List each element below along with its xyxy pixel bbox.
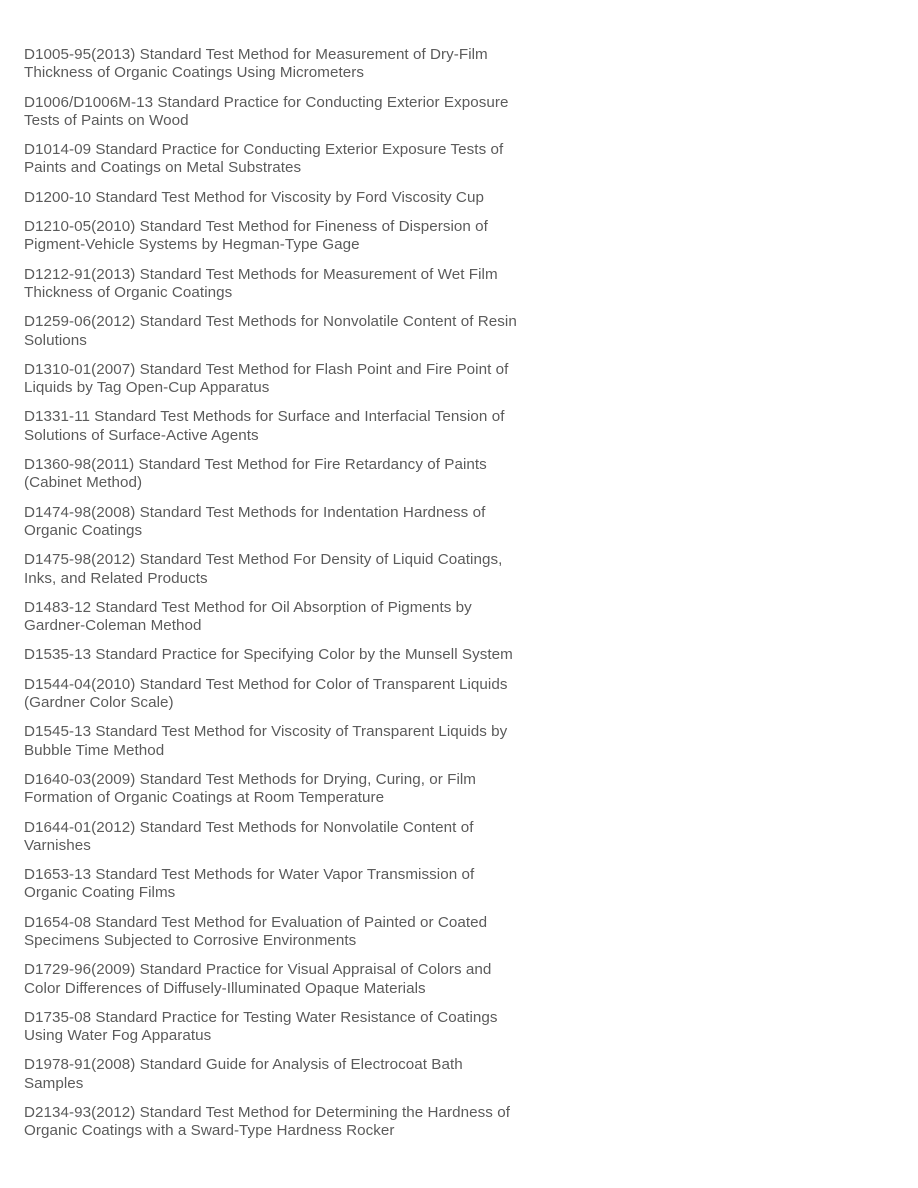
list-item [24,1104,564,1141]
standard-line: Specimens Subjected to Corrosive Environments [24,931,357,949]
standard-line: Samples [24,1074,84,1092]
document-page [24,46,564,1152]
list-item [24,599,564,636]
list-item [24,551,564,588]
list-item [24,218,564,255]
standard-line: D1006/D1006M-13 Standard Practice for Conducting Exterior Exposure [24,93,509,111]
standard-line: D1005-95(2013) Standard Test Method for Measurement of Dry-Film [24,46,488,63]
list-item [24,456,564,493]
standard-line: D1735-08 Standard Practice for Testing Water Resistance of Coatings [24,1008,498,1026]
standard-line: Formation of Organic Coatings at Room Temperature [24,789,385,807]
standard-line: D1653-13 Standard Test Methods for Water Vapor Transmission of [24,866,475,884]
standard-line: D1360-98(2011) Standard Test Method for Fire Retardancy of Paints [24,456,487,474]
standard-line: Thickness of Organic Coatings [24,283,233,301]
list-item [24,361,564,398]
standard-line: Pigment-Vehicle Systems by Hegman-Type Gage [24,236,360,254]
standard-line: D1475-98(2012) Standard Test Method For Density of Liquid Coatings, [24,551,503,569]
list-item [24,866,564,903]
list-item [24,646,564,664]
standard-line: D1654-08 Standard Test Method for Evaluation of Painted or Coated [24,913,488,931]
list-item [24,313,564,350]
list-item [24,189,564,207]
standard-line: Liquids by Tag Open-Cup Apparatus [24,379,270,397]
standard-line: Paints and Coatings on Metal Substrates [24,159,302,177]
list-item [24,723,564,760]
standard-line: Tests of Paints on Wood [24,111,189,129]
list-item [24,819,564,856]
list-item [24,914,564,951]
standard-line: Varnishes [24,836,91,854]
standard-line: D1259-06(2012) Standard Test Methods for Nonvolatile Content of Resin [24,313,517,331]
list-item [24,46,564,83]
standard-line: Organic Coatings with a Sward-Type Hardness Rocker [24,1122,395,1140]
list-item [24,504,564,541]
standard-line: D1729-96(2009) Standard Practice for Visual Appraisal of Colors and [24,961,492,979]
standards-list [24,46,564,1141]
standard-line: Gardner-Coleman Method [24,617,202,635]
standard-line: Using Water Fog Apparatus [24,1027,212,1045]
standard-line: D1200-10 Standard Test Method for Viscosity by Ford Viscosity Cup [24,188,484,206]
standard-line: Bubble Time Method [24,741,165,759]
list-item [24,676,564,713]
standard-line: (Gardner Color Scale) [24,694,174,712]
standard-line: D1331-11 Standard Test Methods for Surface and Interfacial Tension of [24,408,505,426]
standard-line: D1545-13 Standard Test Method for Viscosity of Transparent Liquids by [24,723,508,741]
list-item [24,94,564,131]
standard-line: D2134-93(2012) Standard Test Method for Determining the Hardness of [24,1104,510,1122]
list-item [24,266,564,303]
standard-line: (Cabinet Method) [24,474,143,492]
standard-line: D1483-12 Standard Test Method for Oil Absorption of Pigments by [24,598,472,616]
standard-line: D1978-91(2008) Standard Guide for Analysis of Electrocoat Bath [24,1056,463,1074]
standard-line: Organic Coating Films [24,884,176,902]
standard-line: D1212-91(2013) Standard Test Methods for Measurement of Wet Film [24,265,498,283]
standard-line: D1640-03(2009) Standard Test Methods for Drying, Curing, or Film [24,770,477,788]
standard-line: Solutions [24,331,87,349]
standard-line: Color Differences of Diffusely-Illuminated Opaque Materials [24,979,426,997]
standard-line: Solutions of Surface-Active Agents [24,426,259,444]
standard-line: D1544-04(2010) Standard Test Method for Color of Transparent Liquids [24,675,508,693]
standard-line: D1474-98(2008) Standard Test Methods for Indentation Hardness of [24,503,486,521]
standard-line: Organic Coatings [24,521,143,539]
standard-line: D1644-01(2012) Standard Test Methods for Nonvolatile Content of [24,818,474,836]
list-item [24,408,564,445]
list-item [24,141,564,178]
list-item [24,1009,564,1046]
standard-line: D1210-05(2010) Standard Test Method for Fineness of Dispersion of [24,218,488,236]
list-item [24,1056,564,1093]
standard-line: Thickness of Organic Coatings Using Micrometers [24,64,364,82]
standard-line: D1535-13 Standard Practice for Specifying Color by the Munsell System [24,646,513,664]
standard-line: D1310-01(2007) Standard Test Method for Flash Point and Fire Point of [24,360,509,378]
standard-line: D1014-09 Standard Practice for Conducting Exterior Exposure Tests of [24,141,504,159]
standard-line: Inks, and Related Products [24,569,208,587]
list-item [24,961,564,998]
list-item [24,771,564,808]
